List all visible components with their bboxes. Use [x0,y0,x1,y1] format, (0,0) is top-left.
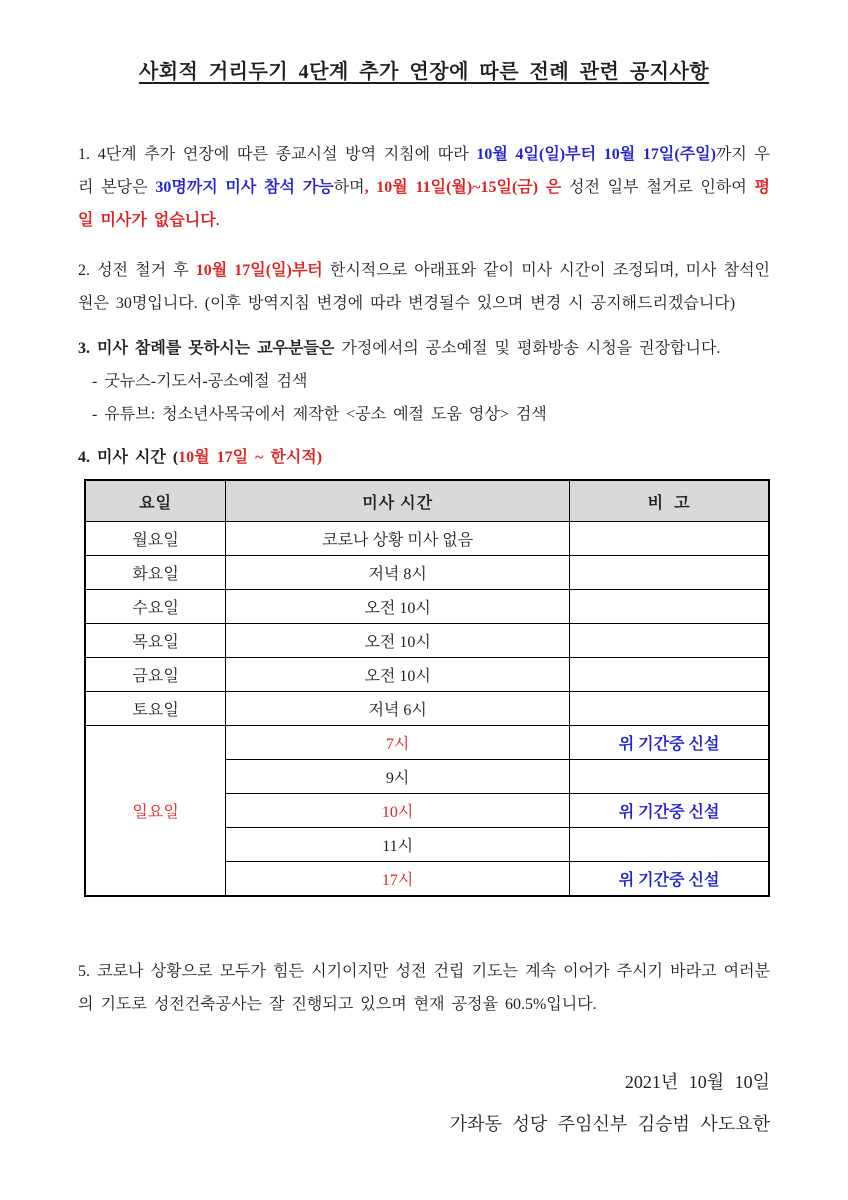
table-row-tuesday [85,556,769,590]
day-cell: 목요일 [85,624,226,658]
notice1-text: 하며 [333,179,365,196]
note-cell [570,590,769,624]
table-row-wednesday [85,590,769,624]
time-cell: 코로나 상황 미사 없음 [226,522,570,556]
note-cell-new: 위 기간중 신설 [570,862,769,897]
note-cell [570,624,769,658]
note-cell [570,760,769,794]
notice2-red-date: 10월 17일(일)부터 [195,262,323,279]
time-cell: 오전 10시 [226,624,570,658]
time-cell: 9시 [226,760,570,794]
page-title-text: 사회적 거리두기 4단계 추가 연장에 따른 전례 관련 공지사항 [138,61,710,83]
note-cell-new: 위 기간중 신설 [570,794,769,828]
table-row-monday [85,522,769,556]
notice3-sub-item-youtube: - 유튜브: 청소년사목국에서 제작한 <공소 예절 도움 영상> 검색 [92,406,547,423]
notice3-sub-item-goodnews: - 굿뉴스-기도서-공소예절 검색 [92,373,308,390]
table-row-thursday [85,624,769,658]
notice2-text: 2. 성전 철거 후 [78,262,196,279]
footer-signature: 가좌동 성당 주임신부 김승범 사도요한 [449,1114,770,1134]
time-cell: 11시 [226,828,570,862]
sunday-day-cell: 일요일 [85,726,226,897]
notice-item-4-heading [78,441,770,474]
footer-date: 2021년 10월 10일 [624,1072,770,1092]
note-cell [570,522,769,556]
notice1-blue-dates: 10월 4일(일)부터 10월 17일(주일) [476,146,716,163]
notice1-text: . [215,212,220,229]
time-cell: 오전 10시 [226,658,570,692]
time-cell-new: 7시 [226,726,570,760]
notice1-text: 1. 4단계 추가 연장에 따른 종교시설 방역 지침에 따라 [78,146,477,163]
note-cell [570,556,769,590]
note-cell [570,692,769,726]
note-cell [570,658,769,692]
notice1-text: 까지 우리 본당은 [78,146,770,196]
notice3-main-line [78,332,770,365]
notice-item-2 [78,254,770,320]
table-header-row [85,480,769,522]
header-day: 요일 [85,480,226,522]
document-footer [78,1061,770,1145]
time-cell: 저녁 6시 [226,692,570,726]
notice1-red-no-mass: 평일 미사가 없습니다 [78,179,771,229]
day-cell: 월요일 [85,522,226,556]
day-cell: 화요일 [85,556,226,590]
table-row-sunday-7 [85,726,769,760]
table-row-friday [85,658,769,692]
notice1-red-dates: , 10월 11일(월)~15일(금) 은 [364,179,570,196]
notice2-text: 한시적으로 아래표와 같이 미사 시간이 조정되며, 미사 참석인원은 30명입니다. (이후 방역지침 변경에 따라 변경될수 있으며 변경 시 공지해드리겠습니다) [78,262,771,312]
time-cell-new: 10시 [226,794,570,828]
day-cell: 금요일 [85,658,226,692]
notice1-text: 성전 일부 철거로 인하여 [569,179,755,196]
time-cell: 오전 10시 [226,590,570,624]
page-title [78,55,770,84]
notice4-red-period: 10월 17일 ~ 한시적) [178,449,323,466]
notice-item-5: 5. 코로나 상황으로 모두가 힘든 시기이지만 성전 건립 기도는 계속 이어가 주시기 바라고 여러분의 기도로 성전건축공사는 잘 진행되고 있으며 현재 공정율 60.5%입니다. [78,963,770,1013]
note-cell-new: 위 기간중 신설 [570,726,769,760]
header-mass-time: 미사 시간 [226,480,570,522]
notice-item-3 [78,332,770,431]
time-cell: 저녁 8시 [226,556,570,590]
day-cell: 토요일 [85,692,226,726]
notice3-text: 가정에서의 공소예절 및 평화방송 시청을 권장합니다. [334,340,721,357]
header-note: 비 고 [570,480,769,522]
day-cell: 수요일 [85,590,226,624]
time-cell-new: 17시 [226,862,570,897]
notice-item-1 [78,138,770,237]
note-cell [570,828,769,862]
notice1-blue-capacity: 30명까지 미사 참석 가능 [155,179,334,196]
notice3-bold-lead: 3. 미사 참례를 못하시는 교우분들은 [78,340,335,357]
mass-schedule-table [84,479,770,897]
notice4-bold-lead: 4. 미사 시간 ( [78,449,179,466]
table-row-saturday [85,692,769,726]
